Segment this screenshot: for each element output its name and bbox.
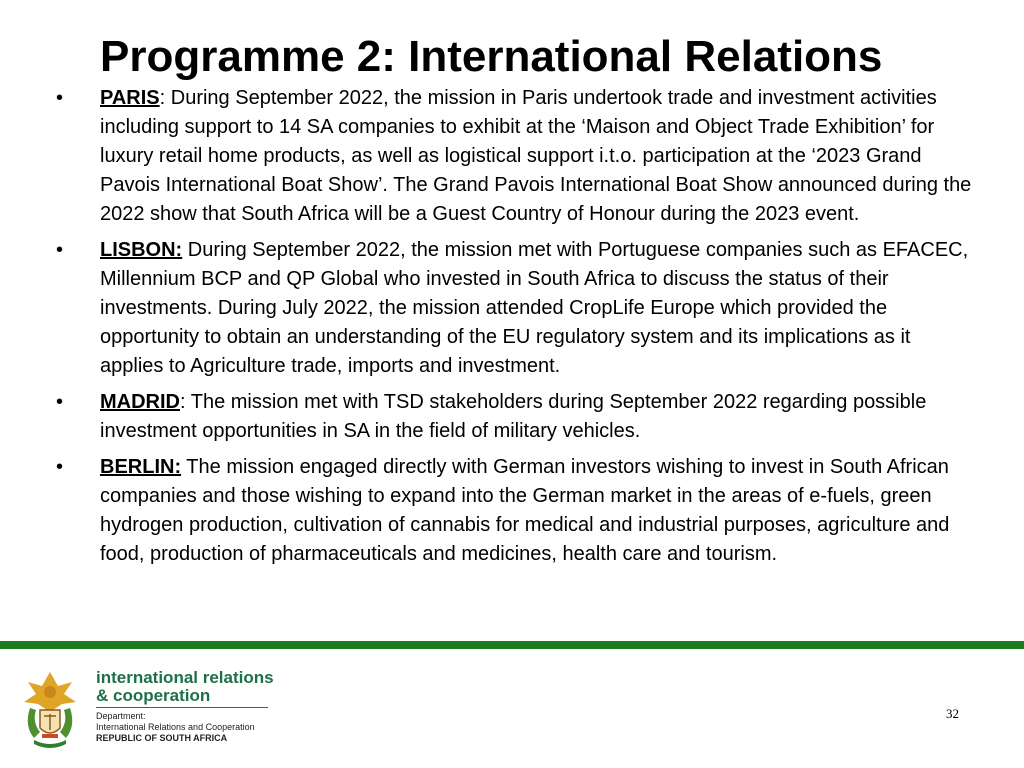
bullet-text-paris: : During September 2022, the mission in Paris undertook trade and investment activities including support to 14 SA companies to exhibit at the ‘Maison and Object Trade Exhibition’ for luxury retail home products, as well as logistical support i.t.o. participation at the ‘2023 Grand Pavois International Boat Show’. The Grand Pavois International Boat Show announced during the 2022 show that South Africa will be a Guest Country of Honour during the 2023 event.	[100, 87, 972, 225]
bullet-dot-icon: •	[56, 391, 64, 413]
bullet-item-berlin	[56, 453, 976, 569]
brand-line-2: & cooperation	[96, 686, 211, 705]
bullet-text-berlin: The mission engaged directly with German investors wishing to invest in South African companies and those wishing to expand into the German market in the areas of e-fuels, green hydrogen production, cultivation of cannabis for medical and industrial purposes, agriculture and food, production of pharmaceuticals and medicines, health care and tourism.	[100, 456, 950, 565]
bullet-text-madrid: : The mission met with TSD stakeholders during September 2022 regarding possible investment opportunities in SA in the field of military vehicles.	[100, 391, 927, 442]
page-number: 32	[946, 706, 959, 721]
footer-divider-bar	[0, 641, 1024, 649]
brand-divider	[96, 707, 268, 708]
brand-wordmark	[96, 669, 274, 705]
dept-line-1: Department:	[96, 711, 146, 721]
bullet-text-lisbon: During September 2022, the mission met with Portuguese companies such as EFACEC, Millennium BCP and QP Global who invested in South Africa to discuss the status of their investments. During July 2022, the mission attended CropLife Europe which provided the opportunity to obtain an understanding of the EU regulatory system and its implications as it applies to Agriculture trade, imports and investment.	[100, 239, 969, 377]
city-label-lisbon: LISBON:	[100, 239, 183, 261]
bullet-dot-icon: •	[56, 239, 64, 261]
bullet-dot-icon: •	[56, 456, 64, 478]
bullet-item-lisbon	[56, 236, 976, 381]
bullet-dot-icon: •	[56, 87, 64, 109]
dept-line-2: International Relations and Cooperation	[96, 722, 255, 732]
brand-line-1: international relations	[96, 668, 274, 687]
city-label-berlin: BERLIN:	[100, 456, 182, 478]
department-block	[96, 711, 255, 744]
dept-line-3: REPUBLIC OF SOUTH AFRICA	[96, 733, 228, 743]
bullet-list	[56, 84, 976, 576]
bullet-item-madrid	[56, 388, 976, 446]
bullet-item-paris	[56, 84, 976, 229]
city-label-madrid: MADRID	[100, 391, 180, 413]
city-label-paris: PARIS	[100, 87, 160, 109]
slide-title: Programme 2: International Relations	[100, 32, 883, 81]
coat-of-arms-icon	[20, 668, 80, 750]
